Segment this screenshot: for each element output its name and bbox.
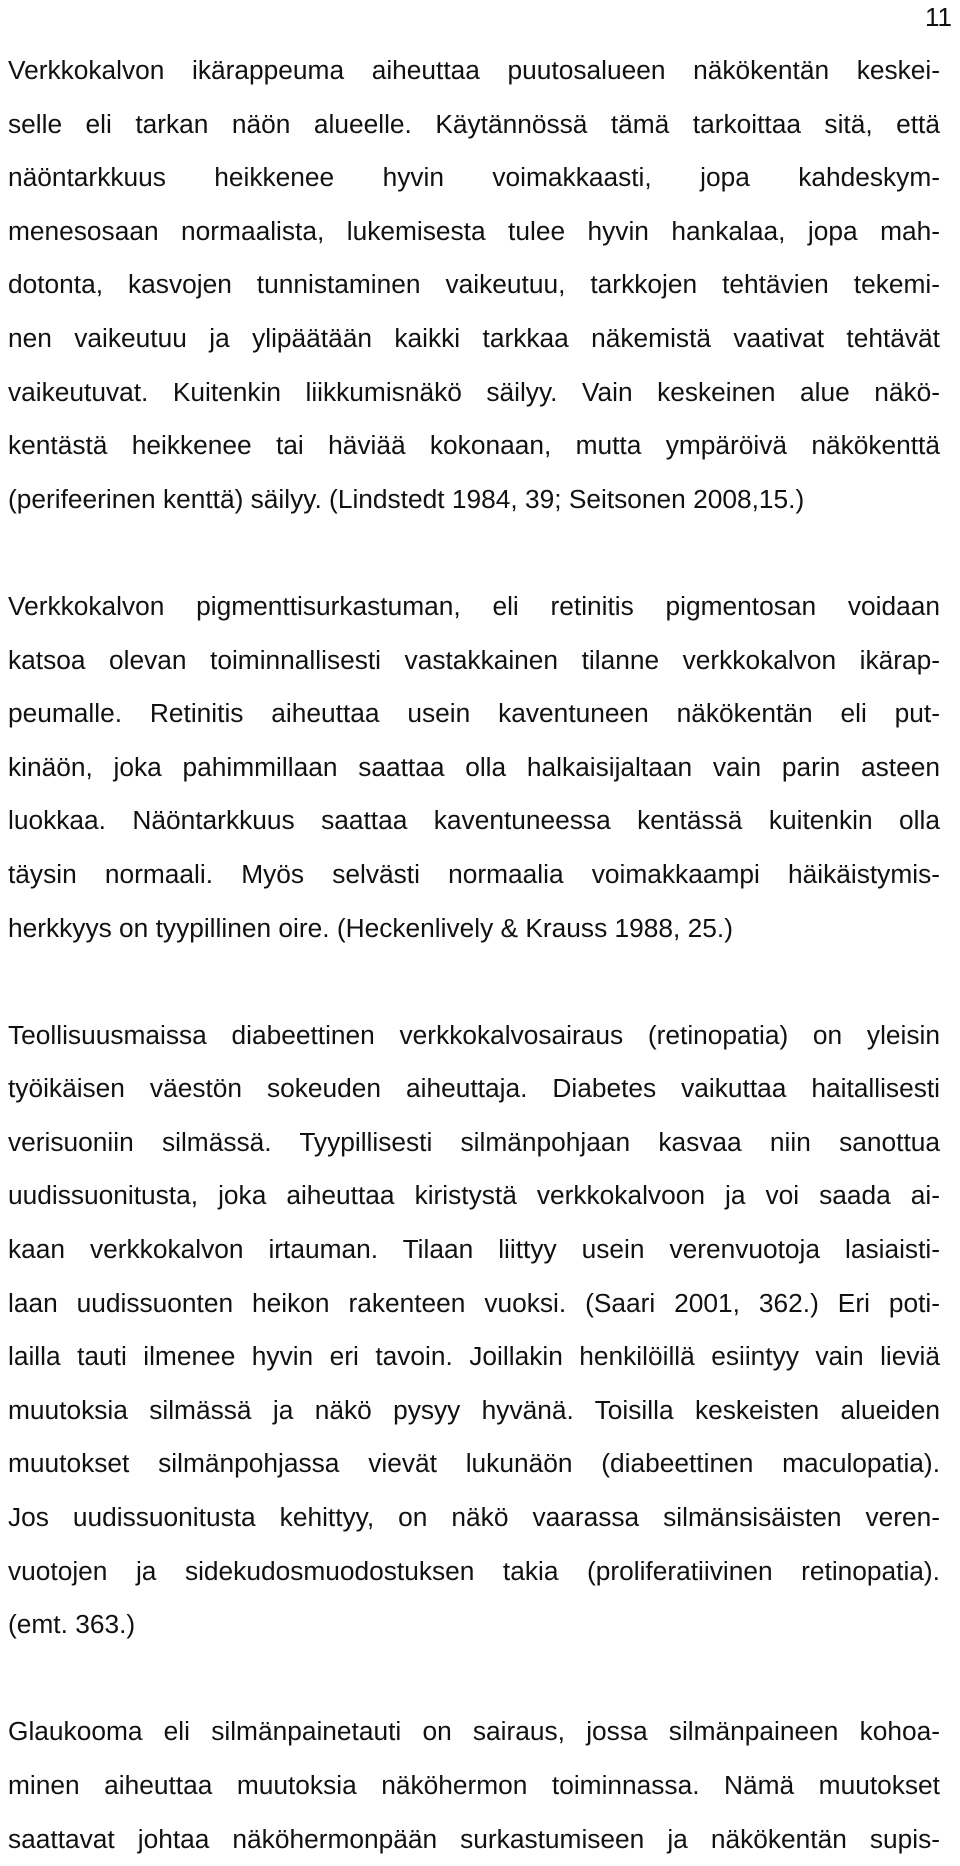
text-line: minen aiheuttaa muutoksia näköhermon toiminnassa. Nämä muutokset bbox=[8, 1770, 940, 1800]
text-line: Jos uudissuonitusta kehittyy, on näkö vaarassa silmänsisäisten veren- bbox=[8, 1502, 940, 1533]
paragraph-spacer bbox=[8, 526, 940, 580]
text-line: selle eli tarkan näön alueelle. Käytännössä tämä tarkoittaa sitä, että bbox=[8, 108, 940, 139]
text-line: näöntarkkuus heikkenee hyvin voimakkaasti, jopa kahdeskym- bbox=[8, 162, 940, 193]
text-line: nen vaikeutuu ja ylipäätään kaikki tarkkaa näkemistä vaativat tehtävät bbox=[8, 322, 940, 353]
text-line: Verkkokalvon pigmenttisurkastuman, eli retinitis pigmentosan voidaan bbox=[8, 590, 940, 621]
text-line: muutokset silmänpohjassa vievät lukunäön (diabeettinen maculopatia). bbox=[8, 1448, 940, 1479]
page-number: 11 bbox=[925, 2, 952, 32]
paragraph-spacer bbox=[8, 1652, 940, 1706]
text-line: kinäön, joka pahimmillaan saattaa olla halkaisijaltaan vain parin asteen bbox=[8, 751, 940, 782]
text-line: herkkyys on tyypillinen oire. (Heckenlively & Krauss 1988, 25.) bbox=[8, 912, 733, 943]
text-line: saattavat johtaa näköhermonpään surkastumiseen ja näkökentän supis- bbox=[8, 1823, 940, 1854]
text-line: vuotojen ja sidekudosmuodostuksen takia (proliferatiivinen retinopatia). bbox=[8, 1555, 940, 1586]
text-line: kentästä heikkenee tai häviää kokonaan, mutta ympäröivä näkökenttä bbox=[8, 430, 940, 461]
text-line: menesosaan normaalista, lukemisesta tulee hyvin hankalaa, jopa mah- bbox=[8, 215, 940, 246]
text-line: Glaukooma eli silmänpainetauti on sairaus, jossa silmänpaineen kohoa- bbox=[8, 1716, 940, 1747]
paragraph bbox=[8, 580, 940, 955]
paragraph bbox=[8, 44, 940, 526]
text-line: katsoa olevan toiminnallisesti vastakkainen tilanne verkkokalvon ikärap- bbox=[8, 644, 940, 675]
text-line: Teollisuusmaissa diabeettinen verkkokalvosairaus (retinopatia) on yleisin bbox=[8, 1019, 940, 1050]
text-line: lailla tauti ilmenee hyvin eri tavoin. Joillakin henkilöillä esiintyy vain lieviä bbox=[8, 1341, 940, 1372]
text-line: (emt. 363.) bbox=[8, 1609, 136, 1640]
paragraph bbox=[8, 1705, 940, 1866]
text-line: työikäisen väestön sokeuden aiheuttaja. Diabetes vaikuttaa haitallisesti bbox=[8, 1073, 940, 1104]
paragraph-spacer bbox=[8, 955, 940, 1009]
document-body bbox=[8, 44, 940, 1866]
paragraph bbox=[8, 1009, 940, 1652]
text-line: vaikeutuvat. Kuitenkin liikkumisnäkö säilyy. Vain keskeinen alue näkö- bbox=[8, 376, 940, 407]
text-line: (perifeerinen kenttä) säilyy. (Lindstedt 1984, 39; Seitsonen 2008,15.) bbox=[8, 483, 805, 514]
text-line: uudissuonitusta, joka aiheuttaa kiristystä verkkokalvoon ja voi saada ai- bbox=[8, 1180, 940, 1211]
text-line: Verkkokalvon ikärappeuma aiheuttaa puutosalueen näkökentän keskei- bbox=[8, 55, 940, 85]
text-line: laan uudissuonten heikon rakenteen vuoksi. (Saari 2001, 362.) Eri poti- bbox=[8, 1287, 940, 1318]
text-line: täysin normaali. Myös selvästi normaalia voimakkaampi häikäistymis- bbox=[8, 858, 940, 889]
text-line: muutoksia silmässä ja näkö pysyy hyvänä. Toisilla keskeisten alueiden bbox=[8, 1394, 940, 1425]
text-line: verisuoniin silmässä. Tyypillisesti silmänpohjaan kasvaa niin sanottua bbox=[8, 1126, 940, 1157]
text-line: peumalle. Retinitis aiheuttaa usein kaventuneen näkökentän eli put- bbox=[8, 698, 940, 729]
text-line: dotonta, kasvojen tunnistaminen vaikeutuu, tarkkojen tehtävien tekemi- bbox=[8, 269, 940, 300]
text-line: luokkaa. Näöntarkkuus saattaa kaventuneessa kentässä kuitenkin olla bbox=[8, 805, 940, 836]
text-line: kaan verkkokalvon irtauman. Tilaan liittyy usein verenvuotoja lasiaisti- bbox=[8, 1234, 940, 1265]
